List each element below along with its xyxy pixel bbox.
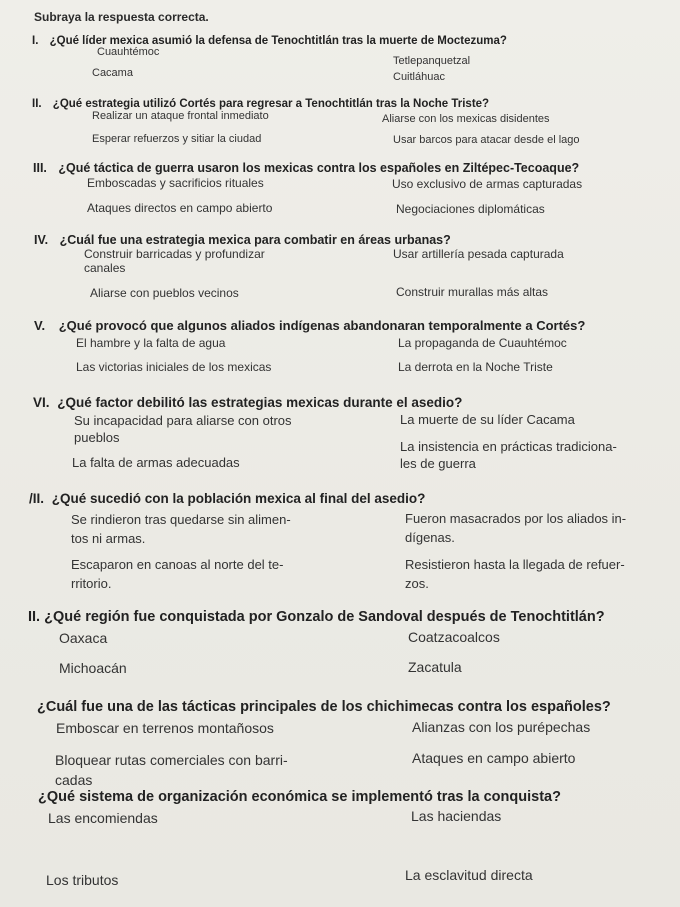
question-number: VI. [33, 395, 50, 410]
option-line: dígenas. [405, 530, 455, 545]
option-c[interactable]: Aliarse con pueblos vecinos [90, 286, 239, 300]
question-3-title [33, 161, 579, 175]
option-line: cadas [55, 772, 93, 788]
option-d[interactable]: Cuitláhuac [393, 71, 445, 83]
option-c[interactable]: Cacama [92, 67, 133, 79]
option-a[interactable] [74, 412, 292, 446]
option-d[interactable] [400, 438, 617, 472]
question-9-title [37, 699, 611, 715]
option-c[interactable] [71, 555, 283, 593]
question-text: ¿Qué provocó que algunos aliados indígenas abandonaran temporalmente a Cortés? [58, 318, 586, 333]
option-d[interactable]: Usar barcos para atacar desde el lago [393, 134, 580, 146]
option-a[interactable]: Cuauhtémoc [97, 46, 160, 58]
option-b[interactable]: Las haciendas [411, 808, 502, 824]
option-c[interactable]: La falta de armas adecuadas [72, 455, 240, 470]
option-d[interactable]: Negociaciones diplomáticas [396, 202, 545, 216]
question-number: II. [32, 98, 42, 110]
option-d[interactable]: La derrota en la Noche Triste [398, 360, 553, 374]
option-a[interactable] [71, 510, 291, 548]
question-7-title [29, 491, 425, 506]
question-text: ¿Cuál fue una estrategia mexica para combatir en áreas urbanas? [59, 233, 451, 247]
option-line: rritorio. [71, 576, 112, 591]
option-line: zos. [405, 576, 429, 591]
option-line: Escaparon en canoas al norte del te- [71, 557, 284, 572]
question-4-title [34, 233, 451, 247]
option-line: les de guerra [400, 456, 476, 471]
question-number: /II. [29, 491, 45, 506]
question-text: ¿Qué sistema de organización económica se implementó tras la conquista? [38, 789, 561, 805]
option-line: Fueron masacrados por los aliados in- [405, 511, 627, 526]
question-number: II. [28, 609, 41, 625]
option-line: pueblos [74, 430, 120, 445]
option-a[interactable]: Las encomiendas [48, 810, 158, 826]
question-text: ¿Qué táctica de guerra usaron los mexicas contra los españoles en Ziltépec-Tecoaque? [58, 161, 580, 175]
option-d[interactable]: Zacatula [408, 659, 462, 675]
option-b[interactable]: Aliarse con los mexicas disidentes [382, 113, 550, 125]
option-line: Su incapacidad para aliarse con otros [74, 413, 292, 428]
option-a[interactable]: Emboscar en terrenos montañosos [56, 720, 274, 736]
option-c[interactable]: Las victorias iniciales de los mexicas [76, 360, 272, 374]
option-b[interactable]: Uso exclusivo de armas capturadas [392, 177, 583, 191]
question-text: ¿Cuál fue una de las tácticas principales de los chichimecas contra los españoles? [37, 699, 611, 715]
question-10-title [38, 789, 561, 805]
option-b[interactable]: Coatzacoalcos [408, 629, 500, 645]
question-number: IV. [34, 233, 49, 247]
question-number: III. [33, 161, 47, 175]
question-text: ¿Qué región fue conquistada por Gonzalo de Sandoval después de Tenochtitlán? [44, 609, 605, 625]
option-c[interactable]: Esperar refuerzos y sitiar la ciudad [92, 133, 262, 145]
question-text: ¿Qué líder mexica asumió la defensa de Tenochtitlán tras la muerte de Moctezuma? [49, 35, 507, 47]
option-b[interactable]: Tetlepanquetzal [393, 55, 471, 67]
question-number: V. [34, 318, 46, 333]
option-b[interactable]: Alianzas con los purépechas [412, 719, 591, 735]
option-line: Se rindieron tras quedarse sin alimen- [71, 512, 291, 527]
option-a[interactable]: Oaxaca [59, 630, 108, 646]
option-d[interactable]: Construir murallas más altas [396, 285, 549, 299]
question-text: ¿Qué factor debilitó las estrategias mexicas durante el asedio? [57, 395, 463, 410]
option-d[interactable] [405, 555, 625, 593]
option-c[interactable]: Los tributos [46, 872, 119, 888]
option-b[interactable]: La propaganda de Cuauhtémoc [398, 336, 567, 350]
question-number: I. [32, 35, 39, 47]
option-d[interactable]: Ataques en campo abierto [412, 750, 576, 766]
question-text: ¿Qué estrategia utilizó Cortés para regresar a Tenochtitlán tras la Noche Triste? [52, 98, 490, 110]
option-line: tos ni armas. [71, 531, 146, 546]
option-c[interactable]: Michoacán [59, 660, 127, 676]
option-a[interactable]: Emboscadas y sacrificios rituales [87, 176, 264, 190]
option-b[interactable]: La muerte de su líder Cacama [400, 412, 575, 427]
question-text: ¿Qué sucedió con la población mexica al final del asedio? [51, 491, 426, 506]
question-8-title [28, 609, 605, 625]
option-b[interactable]: Usar artillería pesada capturada [393, 247, 564, 261]
option-line: Bloquear rutas comerciales con barri- [55, 752, 288, 768]
question-2-title [32, 98, 489, 110]
option-a[interactable]: Realizar un ataque frontal inmediato [92, 110, 269, 122]
option-a[interactable]: El hambre y la falta de agua [76, 336, 226, 350]
instructions: Subraya la respuesta correcta. [34, 10, 209, 24]
option-line: canales [84, 261, 126, 275]
option-line: La insistencia en prácticas tradiciona- [400, 439, 617, 454]
option-line: Resistieron hasta la llegada de refuer- [405, 557, 625, 572]
option-c[interactable]: Ataques directos en campo abierto [87, 201, 273, 215]
option-a[interactable] [84, 247, 265, 275]
question-5-title [34, 318, 585, 333]
option-d[interactable]: La esclavitud directa [405, 867, 533, 883]
question-6-title [33, 395, 462, 410]
option-b[interactable] [405, 509, 626, 547]
option-c[interactable] [55, 750, 288, 790]
option-line: Construir barricadas y profundizar [84, 247, 265, 261]
